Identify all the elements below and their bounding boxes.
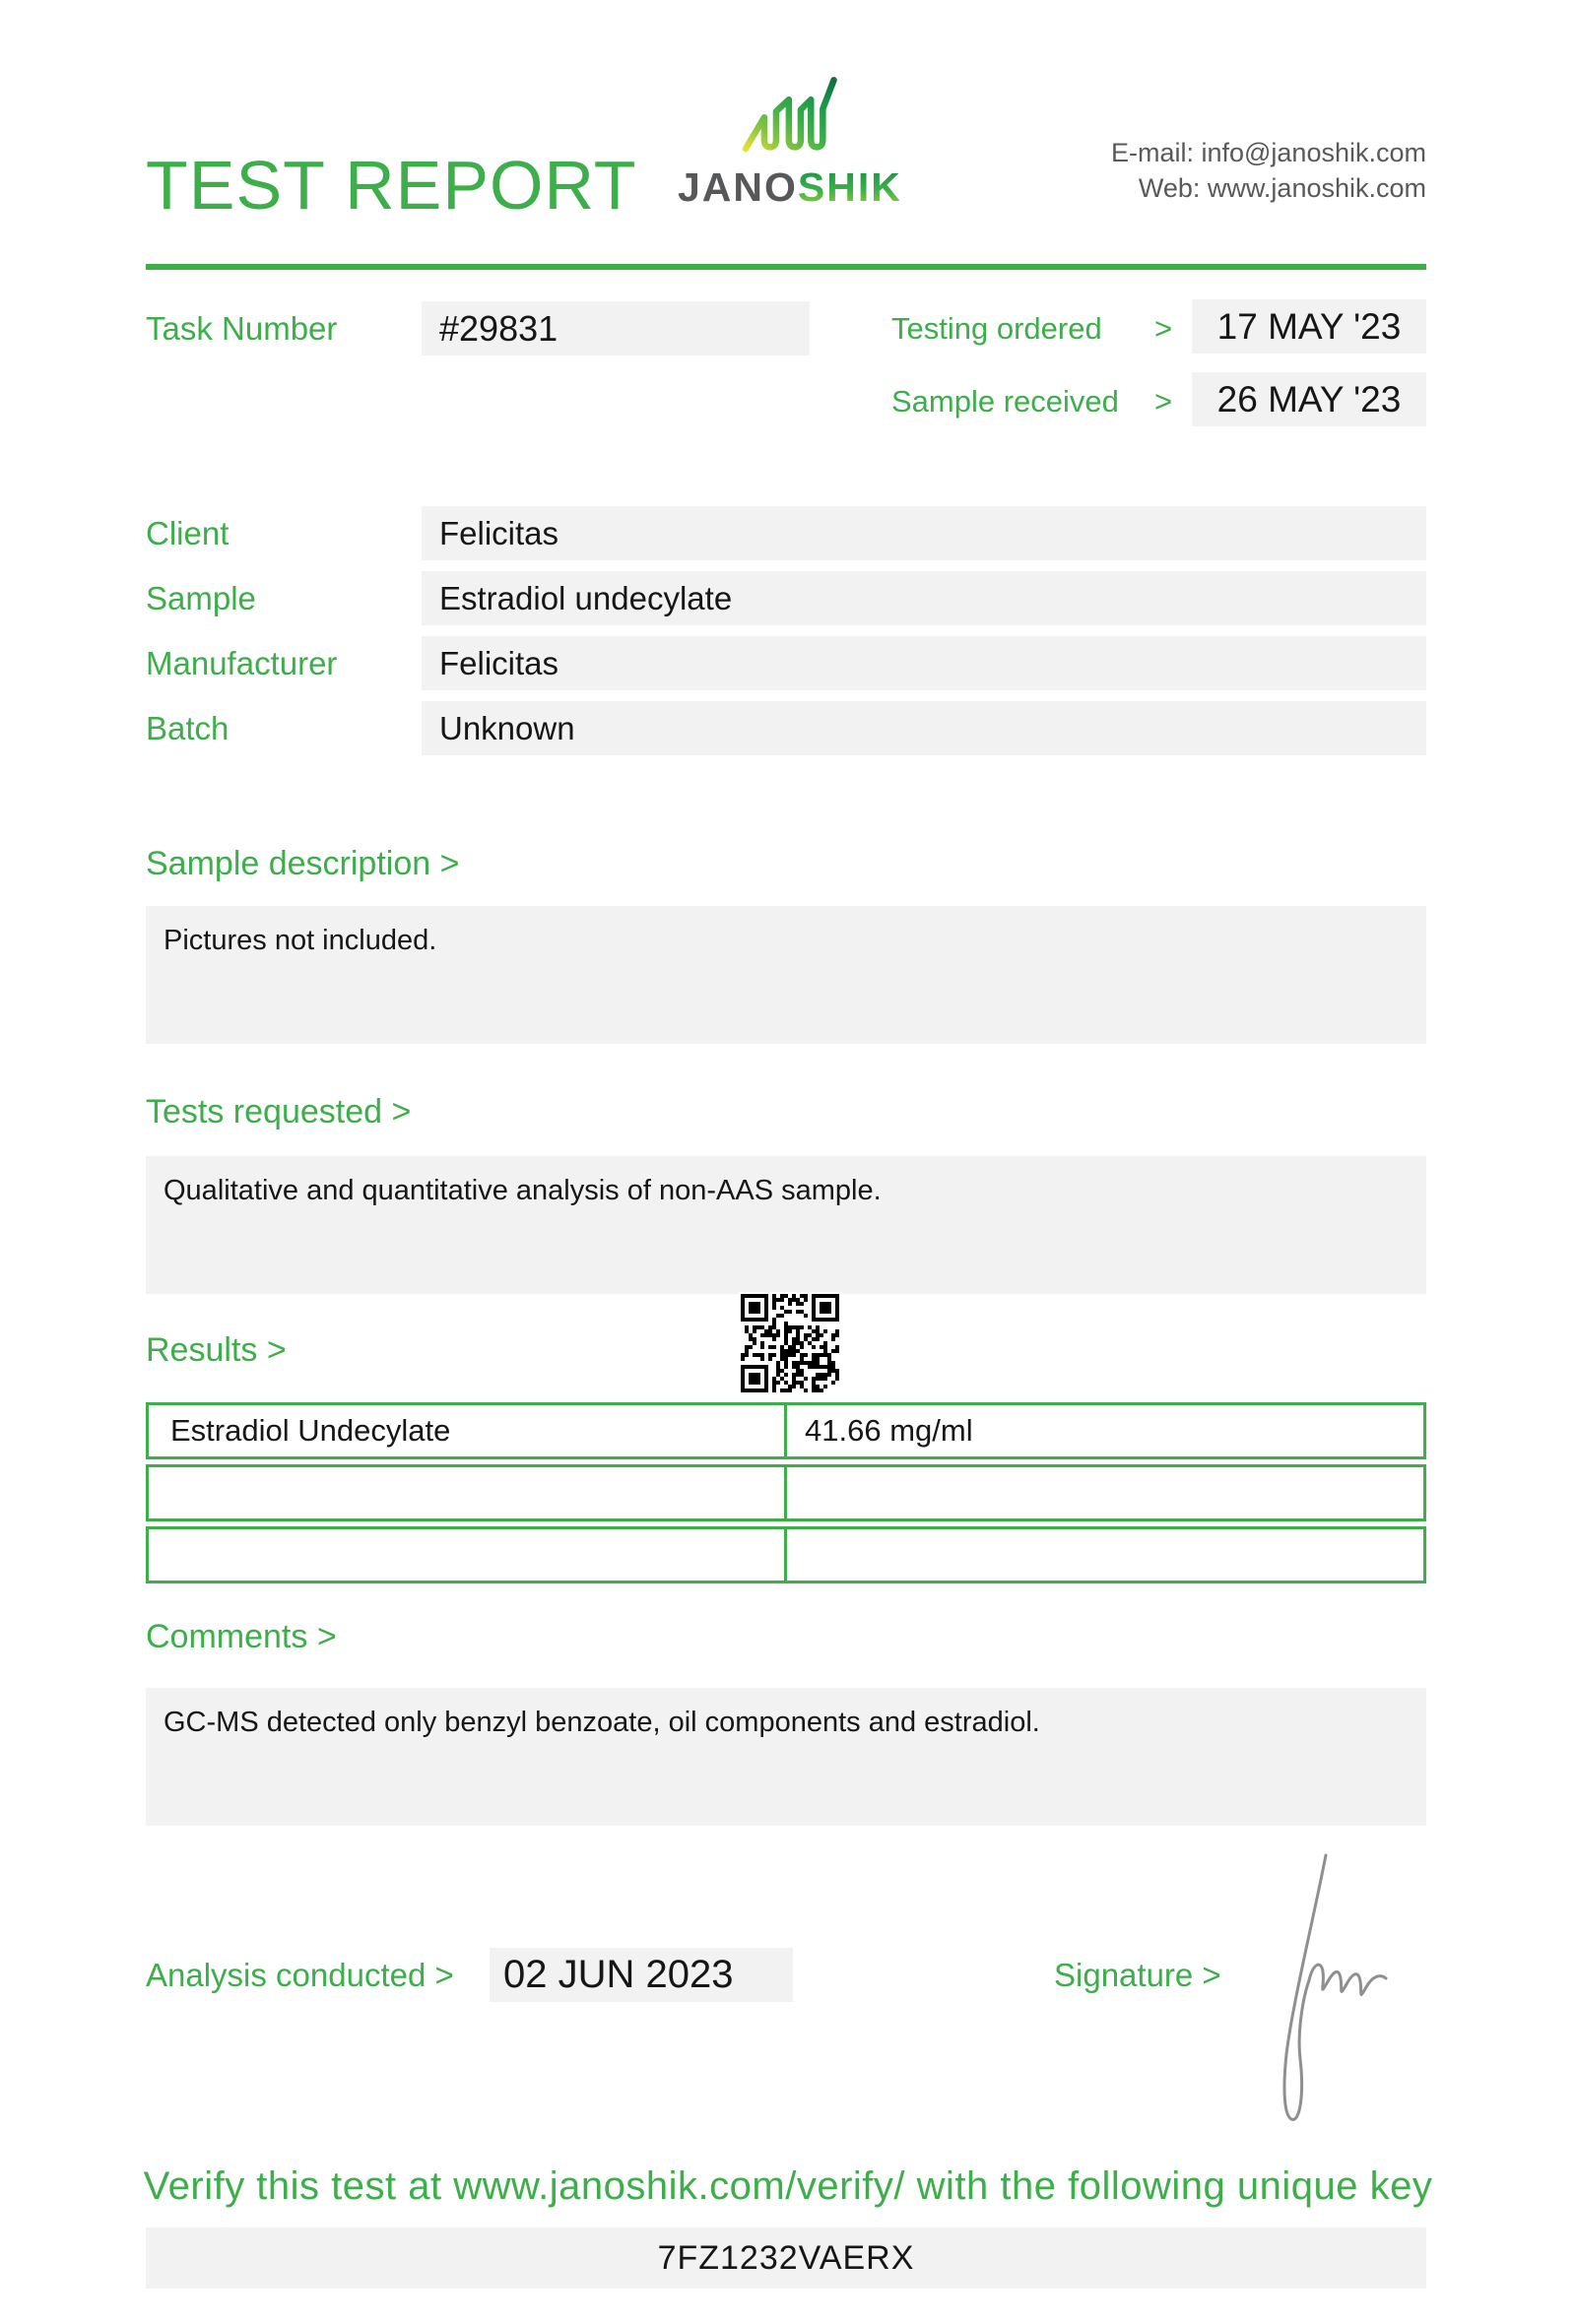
- results-table-row: [146, 1402, 1426, 1459]
- result-concentration: [787, 1467, 1423, 1518]
- analysis-conducted-label: Analysis conducted >: [146, 1957, 454, 1993]
- sample-description-body: Pictures not included.: [146, 906, 1426, 1044]
- results-table-row: [146, 1464, 1426, 1521]
- contact-web: Web: www.janoshik.com: [1138, 172, 1426, 203]
- result-concentration: 41.66 mg/ml: [805, 1413, 973, 1448]
- manufacturer-label: Manufacturer: [146, 645, 338, 681]
- result-substance: [149, 1467, 787, 1518]
- sample-received-label: Sample received: [891, 384, 1119, 419]
- header-divider: [146, 264, 1426, 270]
- page-title: TEST REPORT: [146, 147, 637, 224]
- task-number-label: Task Number: [146, 310, 338, 347]
- verify-instruction: Verify this test at www.janoshik.com/verify/ with the following unique key: [143, 2164, 1433, 2208]
- testing-ordered-value: 17 MAY '23: [1192, 299, 1426, 354]
- analysis-conducted-value: 02 JUN 2023: [490, 1948, 793, 2002]
- qr-code: [739, 1292, 841, 1394]
- signature-label: Signature >: [1054, 1957, 1221, 1993]
- tests-requested-heading: Tests requested >: [146, 1093, 412, 1130]
- result-substance: Estradiol Undecylate: [149, 1405, 787, 1456]
- client-value: Felicitas: [422, 506, 1426, 560]
- logo-text-shik: SHIK: [797, 164, 902, 210]
- testing-ordered-label: Testing ordered: [891, 311, 1102, 346]
- client-label: Client: [146, 515, 230, 551]
- manufacturer-value: Felicitas: [422, 636, 1426, 690]
- sample-label: Sample: [146, 580, 256, 616]
- logo-chart-icon: [678, 69, 898, 162]
- tests-requested-body: Qualitative and quantitative analysis of non-AAS sample.: [146, 1156, 1426, 1294]
- results-table-row: [146, 1526, 1426, 1583]
- testing-ordered-arrow: >: [1154, 311, 1173, 346]
- contact-email: E-mail: info@janoshik.com: [1110, 138, 1426, 167]
- sample-received-arrow: >: [1154, 384, 1173, 419]
- comments-body: GC-MS detected only benzyl benzoate, oil components and estradiol.: [146, 1688, 1426, 1826]
- task-number-value: #29831: [422, 301, 810, 355]
- batch-value: Unknown: [422, 701, 1426, 755]
- signature-image: [1261, 1847, 1409, 2148]
- logo: [678, 69, 902, 211]
- results-heading: Results >: [146, 1331, 287, 1369]
- sample-description-heading: Sample description >: [146, 845, 460, 882]
- contact-block: [1111, 136, 1426, 206]
- result-concentration: [787, 1529, 1423, 1581]
- result-substance: [149, 1529, 787, 1581]
- logo-text-jano: JANO: [678, 164, 798, 210]
- sample-received-value: 26 MAY '23: [1192, 372, 1426, 426]
- verify-key: 7FZ1232VAERX: [146, 2227, 1426, 2289]
- sample-value: Estradiol undecylate: [422, 571, 1426, 625]
- logo-wordmark: [678, 164, 902, 211]
- batch-label: Batch: [146, 710, 230, 746]
- comments-heading: Comments >: [146, 1618, 337, 1655]
